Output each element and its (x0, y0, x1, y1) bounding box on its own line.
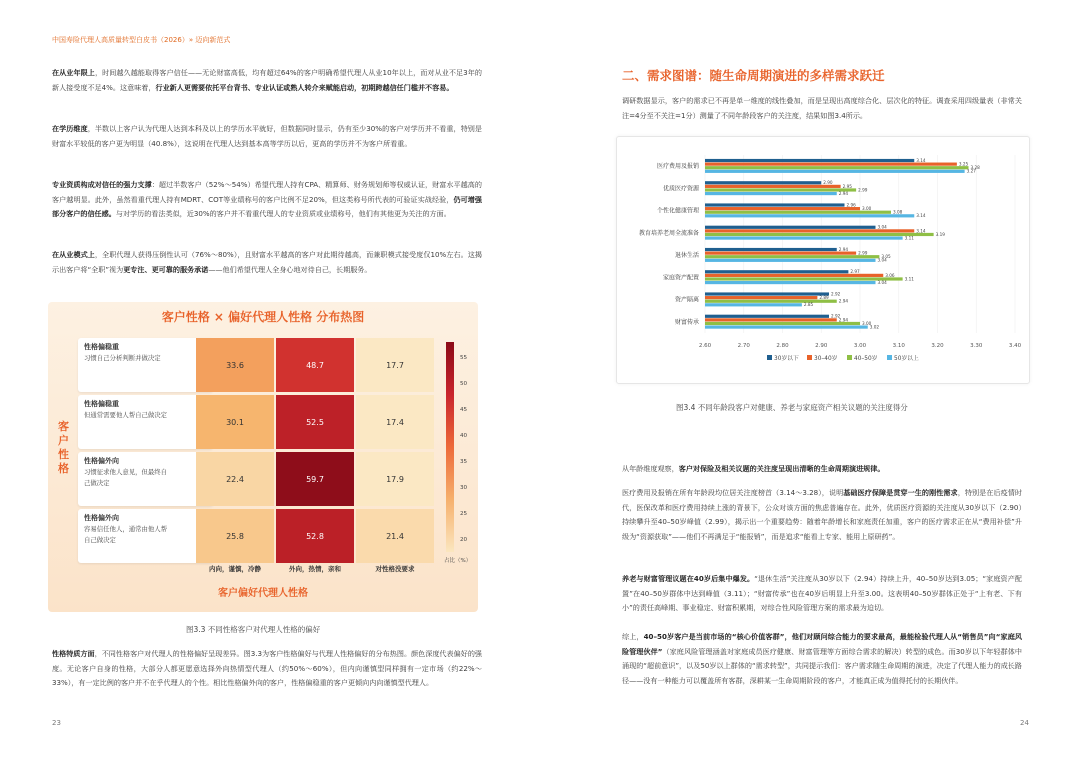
paragraph-emphasis: 更专注、更可靠的服务承诺 (123, 264, 209, 274)
bar (705, 281, 876, 284)
heatmap-col-label: 对性格没要求 (375, 565, 415, 573)
bar (705, 318, 837, 321)
bar-value-label: 3.08 (893, 209, 903, 215)
category-label: 退休生活 (674, 252, 699, 260)
bar-value-label: 2.90 (823, 180, 833, 186)
heatmap-cell: 33.6 (196, 338, 274, 392)
bar (705, 181, 821, 184)
bar (705, 159, 914, 162)
x-tick-label: 2.80 (776, 343, 789, 349)
bar-value-label: 2.92 (831, 313, 841, 319)
row-name: 性格偏稳重 (84, 400, 119, 408)
heatmap-caption: 图3.3 不同性格客户对代理人性格的偏好 (186, 625, 321, 634)
paragraph-lead: 性格特质方面 (52, 649, 95, 658)
bar (705, 252, 856, 255)
paragraph-emphasis: 行业新人更需要依托平台背书、专业认证或熟人转介来赋能启动，初期跨越信任门槛并不容易。 (155, 82, 454, 92)
heatmap-cell: 17.4 (356, 395, 434, 449)
paragraph-intro: 调研数据显示，客户的需求已不再是单一维度的线性叠加，而是呈现出高度综合化、层次化的特征。调查采用四级量表（非常关注=4分至不关注=1分）测量了不同年龄段客户的关注度，结果如图3.4所示。 (622, 96, 1022, 120)
x-tick-label: 3.10 (892, 343, 905, 349)
heatmap-cell: 30.1 (196, 395, 274, 449)
paragraph-text: ，时间越久越能取得客户信任——无论财富高低，均有超过64%的客户明确希望代理人从业10年以上，而对从业不足3年的新人接受度不足4%。这意味着， (52, 68, 483, 92)
x-tick-label: 3.30 (970, 343, 983, 349)
bar-value-label: 3.14 (916, 157, 926, 163)
bar (705, 274, 883, 277)
bar-value-label: 3.04 (877, 257, 887, 263)
x-tick-label: 2.60 (698, 343, 712, 349)
heatmap-row-label (78, 509, 213, 563)
heatmap-row-label (78, 452, 213, 506)
bar-value-label: 2.97 (850, 269, 860, 275)
legend-swatch (807, 355, 812, 360)
section-title: 二、需求图谱：随生命周期演进的多样需求跃迁 (622, 68, 885, 83)
paragraph-lead: 在学历维度 (52, 124, 88, 133)
paragraph-lead: 在从业模式上 (52, 250, 95, 259)
bar (705, 322, 860, 325)
heatmap-row-label (78, 338, 213, 392)
heatmap-cell: 48.7 (276, 338, 354, 392)
paragraph-text: “退休生活”关注度从30岁以下（2.94）持续上升，40–50岁达到3.05；“家庭资产配置”在40–50岁群体中达到峰值（3.11）；“财富传承”也在40岁后明显上升至3.00。这表明40–50岁群体正处于“上有老、下有小”的责任高峰期、事业稳定、财富积累期，对综合性风险管理方案的需求最为迫切。 (622, 574, 1022, 613)
bar (705, 255, 879, 258)
row-desc: 习惯自己分析判断并做决定 (84, 354, 161, 362)
bar (705, 229, 914, 232)
bar-chart (617, 137, 1029, 383)
bar-value-label: 2.95 (842, 183, 852, 189)
bar-value-label: 3.04 (877, 279, 887, 285)
row-desc: 容易信任他人，通常由他人帮自己做决定 (84, 525, 168, 544)
bar (705, 248, 837, 251)
heatmap-col-label: 外向，热情，亲和 (289, 565, 341, 573)
paragraph-summary (622, 630, 1022, 688)
paragraph-text: ：超过半数客户（52%～54%）希望代理人持有CPA、精算师、财务规划师等权威认证，财富水平越高的客户越明显。此外，虽然看重代理人持有MDRT、COT等业绩称号的客户比例不足20%，但这类称号所代表的可验证实战经验， (52, 180, 483, 204)
paragraph-personality (52, 647, 482, 691)
bar (705, 211, 891, 214)
bar-value-label: 2.99 (858, 250, 868, 256)
bar-value-label: 3.11 (904, 276, 914, 282)
bar-value-label: 3.11 (904, 235, 914, 241)
paragraph-certification (52, 178, 482, 222)
heatmap-cell: 21.4 (356, 509, 434, 563)
bar (705, 214, 914, 217)
paragraph-text: ，特别是在后疫情时代，医保改革和医疗费用持续上涨的背景下，公众对该方面的焦虑普遍存在。此外，优质医疗资源的关注度从30岁以下（2.90）持续攀升至40–50岁峰值（2.99），揭示出一个重要趋势：随着年龄增长和家庭责任加重，客户的医疗需求正在从“费用补偿”升级为“资源获取”——他们不再满足于“能报销”，而是追求“能看上专家、能用上原研药”。 (622, 488, 1023, 541)
category-label: 个性化健康管理 (656, 207, 699, 215)
bar (705, 188, 856, 191)
bar-value-label: 3.04 (877, 224, 887, 230)
row-name: 性格偏外向 (84, 457, 119, 465)
bar (705, 259, 876, 262)
heatmap-cell: 17.9 (356, 452, 434, 506)
bar-value-label: 3.05 (881, 254, 891, 260)
paragraph-medical (622, 486, 1022, 544)
bar (705, 192, 837, 195)
x-tick-label: 3.40 (1008, 343, 1022, 349)
bar (705, 166, 969, 169)
paragraph-text: ，全职代理人获得压倒性认可（76%～80%），且财富水平越高的客户对此期待越高，而兼职模式接受度仅10%左右。这揭示出客户将“全职”视为 (52, 250, 482, 274)
row-name: 性格偏稳重 (84, 343, 119, 351)
bar-value-label: 3.19 (935, 231, 945, 237)
legend-swatch (887, 355, 892, 360)
paragraph-text: 与对学历的看法类似，近30%的客户并不看重代理人的专业资质或业绩称号，他们有其他更为关注的方面。 (115, 209, 451, 219)
colorbar-tick: 55 (460, 355, 468, 361)
bar (705, 185, 841, 188)
bar (705, 296, 817, 299)
heatmap-cell: 59.7 (276, 452, 354, 506)
paragraph-emphasis: 仍可增强部分客户的信任感。 (52, 194, 482, 219)
bar (705, 315, 829, 318)
colorbar-tick: 30 (460, 485, 468, 491)
heatmap-title: 客户性格 × 偏好代理人性格 分布热图 (161, 310, 365, 324)
legend-label: 40–50岁 (854, 356, 878, 362)
bar (705, 203, 845, 206)
bar-value-label: 3.06 (885, 272, 895, 278)
bar-value-label: 3.02 (869, 324, 880, 330)
category-label: 财富传承 (674, 318, 699, 326)
bar-value-label: 2.89 (819, 295, 829, 301)
page-number: 23 (52, 719, 61, 727)
paragraph-text: 医疗费用及报销在所有年龄段均位居关注度榜首（3.14～3.28），说明 (622, 488, 844, 497)
bar-value-label: 2.94 (838, 190, 849, 196)
category-label: 家庭资产配置 (662, 274, 699, 282)
paragraph-lead: 在从业年限上 (52, 68, 95, 77)
x-tick-label: 2.90 (815, 343, 828, 349)
legend-label: 30–40岁 (814, 356, 838, 362)
paragraph-text: ——他们希望代理人全身心地对待自己，长期服务。 (208, 264, 372, 274)
paragraph-lead: 养老与财富管理议题在40岁后集中爆发。 (622, 574, 755, 583)
paragraph-emphasis: 客户对保险及相关议题的关注度呈现出清晰的生命周期演进规律。 (678, 464, 885, 473)
bar-value-label: 3.28 (970, 165, 980, 171)
legend-swatch (767, 355, 772, 360)
bar-value-label: 3.25 (958, 161, 969, 167)
bar-value-label: 3.27 (966, 168, 976, 174)
category-label: 医疗费用及报销 (656, 163, 699, 171)
bar-value-label: 3.14 (916, 213, 926, 219)
bar-value-label: 3.14 (916, 228, 926, 234)
bar (705, 207, 860, 210)
paragraph-text: （家庭风险管理涵盖对家庭成员医疗健康、财富管理等方面综合需求的解决）转型的成色。而30岁以下年轻群体中涌现的“超前意识”，以及50岁以上群体的“需求转型”，共同提示我们：客户需求随生命周期的演进，决定了代理人能力的成长路径——没有一种能力可以覆盖所有客群，深耕某一生命周期阶段的客户，才能真正成为值得托付的长期伙伴。 (622, 646, 1022, 685)
paragraph-education (52, 122, 482, 151)
colorbar-tick: 40 (460, 433, 468, 439)
colorbar-tick: 35 (460, 459, 468, 465)
bar (705, 325, 868, 328)
colorbar-tick: 50 (460, 381, 468, 387)
legend-swatch (847, 355, 852, 360)
bar (705, 163, 957, 166)
bar-chart-panel (616, 136, 1030, 384)
page-number: 24 (1020, 719, 1029, 727)
bar (705, 233, 934, 236)
x-tick-label: 2.70 (737, 343, 750, 349)
category-label: 教育培养老周全流准备 (638, 229, 699, 237)
paragraph-text: 从年龄维度观察， (622, 464, 679, 473)
colorbar-tick: 45 (460, 407, 468, 413)
heatmap-cell: 52.8 (276, 509, 354, 563)
bar-value-label: 3.00 (862, 320, 872, 326)
heatmap-cell: 52.5 (276, 395, 354, 449)
colorbar-tick: 20 (460, 537, 468, 543)
heatmap-cell: 17.7 (356, 338, 434, 392)
heatmap-x-title: 客户偏好代理人性格 (218, 588, 308, 599)
category-label: 优质医疗资源 (662, 185, 699, 193)
paragraph-lead: 专业资质构成对信任的强力支撑 (52, 180, 152, 189)
paragraph-emphasis: 40–50岁客户是当前市场的“核心价值客群”，他们对顾问综合能力的要求最高，最能检验代理人从“销售员”向“家庭风险管理伙伴” (622, 632, 1022, 656)
legend-label: 50岁以上 (894, 356, 919, 362)
heatmap-panel (48, 302, 478, 612)
paragraph-mode (52, 248, 482, 277)
legend-label: 30岁以下 (774, 356, 799, 362)
heatmap-cell: 22.4 (196, 452, 274, 506)
bar (705, 303, 802, 306)
bar (705, 292, 829, 295)
page-right (540, 0, 1080, 763)
row-desc: 但通常需要他人帮自己做决定 (84, 411, 168, 419)
paragraph-retirement (622, 572, 1022, 616)
bar-value-label: 2.96 (846, 202, 856, 208)
paragraph-age-view (622, 462, 1022, 477)
paragraph-tenure (52, 66, 482, 95)
bar (705, 236, 903, 239)
running-head: 中国寿险代理人高质量转型白皮书（2026）» 迈向新范式 (52, 36, 231, 44)
row-name: 性格偏外向 (84, 514, 119, 522)
bar-value-label: 3.00 (862, 206, 872, 212)
heatmap-col-label: 内向，谨慎，冷静 (209, 565, 261, 573)
bar-value-label: 2.94 (838, 317, 849, 323)
x-tick-label: 3.20 (931, 343, 944, 349)
paragraph-text: ，不同性格客户对代理人的性格偏好呈现差异。图3.3为客户性格偏好与代理人性格偏好的分布热图。颜色深度代表偏好的强度。无论客户自身的性格，大部分人都更愿意选择外向热情型代理人（约50%～60%），但内向谨慎型同样拥有一定市场（约22%～33%），有一定比例的客户并不在乎代理人的个性。相比性格偏外向的客户，性格偏稳重的客户更倾向内向谨慎型代理人。 (52, 649, 483, 688)
bar (705, 277, 903, 280)
category-label: 资产隔离 (674, 296, 699, 304)
bar (705, 170, 965, 173)
bar-value-label: 2.85 (803, 302, 814, 308)
bar (705, 300, 837, 303)
row-desc: 习惯征求他人意见，但最终自己做决定 (84, 468, 168, 487)
colorbar-unit: 占比（%） (444, 558, 472, 564)
heatmap-cell: 25.8 (196, 509, 274, 563)
bar-chart-caption: 图3.4 不同年龄段客户对健康、养老与家庭资产相关议题的关注度得分 (676, 403, 908, 412)
paragraph-text: ，半数以上客户认为代理人达到本科及以上的学历水平就好，但数据同时显示，仍有至少30%的客户对学历并不看重，特别是财富水平较低的客户更为明显（40.8%），这说明在代理人达到基本高等学历以后，更高的学历并不为客户所看重。 (52, 124, 483, 148)
bar-value-label: 2.99 (858, 187, 868, 193)
paragraph-text: 综上， (622, 632, 644, 641)
bar-value-label: 2.94 (838, 246, 849, 252)
bar (705, 270, 848, 273)
x-tick-label: 3.00 (853, 343, 867, 349)
bar-value-label: 2.92 (831, 291, 841, 297)
paragraph-emphasis: 基础医疗保障是贯穿一生的刚性需求 (843, 488, 958, 497)
heatmap-row-label (78, 395, 213, 449)
bar (705, 226, 876, 229)
colorbar-tick: 25 (460, 511, 468, 517)
colorbar (446, 342, 454, 552)
heatmap-y-title: 客户性格 (58, 420, 69, 475)
bar-value-label: 2.94 (838, 298, 849, 304)
